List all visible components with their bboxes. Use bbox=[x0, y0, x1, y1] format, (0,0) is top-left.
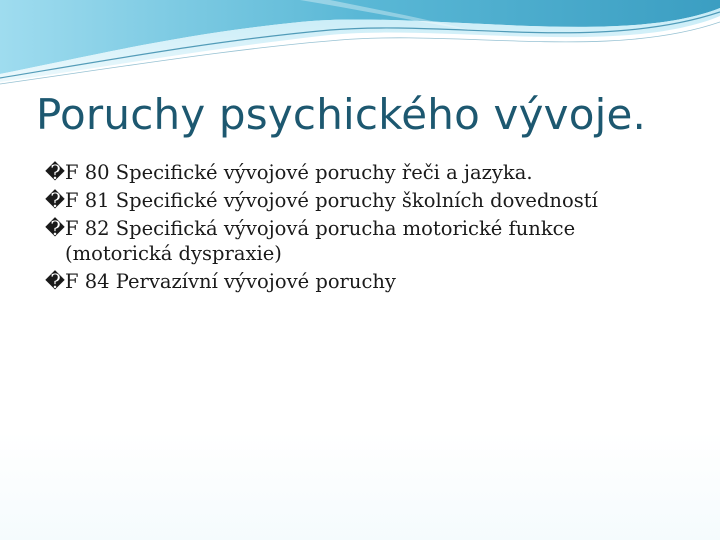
bullet-marker-icon: � bbox=[45, 189, 65, 212]
bullet-text: F 82 Specifická vývojová porucha motorické funkce bbox=[65, 217, 576, 240]
bullet-text: F 81 Specifické vývojové poruchy školních dovedností bbox=[65, 189, 598, 212]
bullet-marker-icon: � bbox=[45, 217, 65, 240]
bullet-item-f84 bbox=[45, 269, 675, 294]
bullet-item-f82 bbox=[45, 216, 675, 266]
bullet-item-f81 bbox=[45, 188, 675, 213]
bullet-marker-icon: � bbox=[45, 270, 65, 293]
bullet-text: F 80 Specifické vývojové poruchy řeči a jazyka. bbox=[65, 161, 533, 184]
bullet-list bbox=[45, 160, 675, 297]
bullet-continuation-text: (motorická dyspraxie) bbox=[65, 242, 282, 265]
bullet-text: F 84 Pervazívní vývojové poruchy bbox=[65, 270, 396, 293]
slide-title: Poruchy psychického vývoje. bbox=[36, 90, 647, 139]
header-wave-decoration bbox=[0, 0, 720, 90]
bullet-item-f80 bbox=[45, 160, 675, 185]
bullet-marker-icon: � bbox=[45, 161, 65, 184]
